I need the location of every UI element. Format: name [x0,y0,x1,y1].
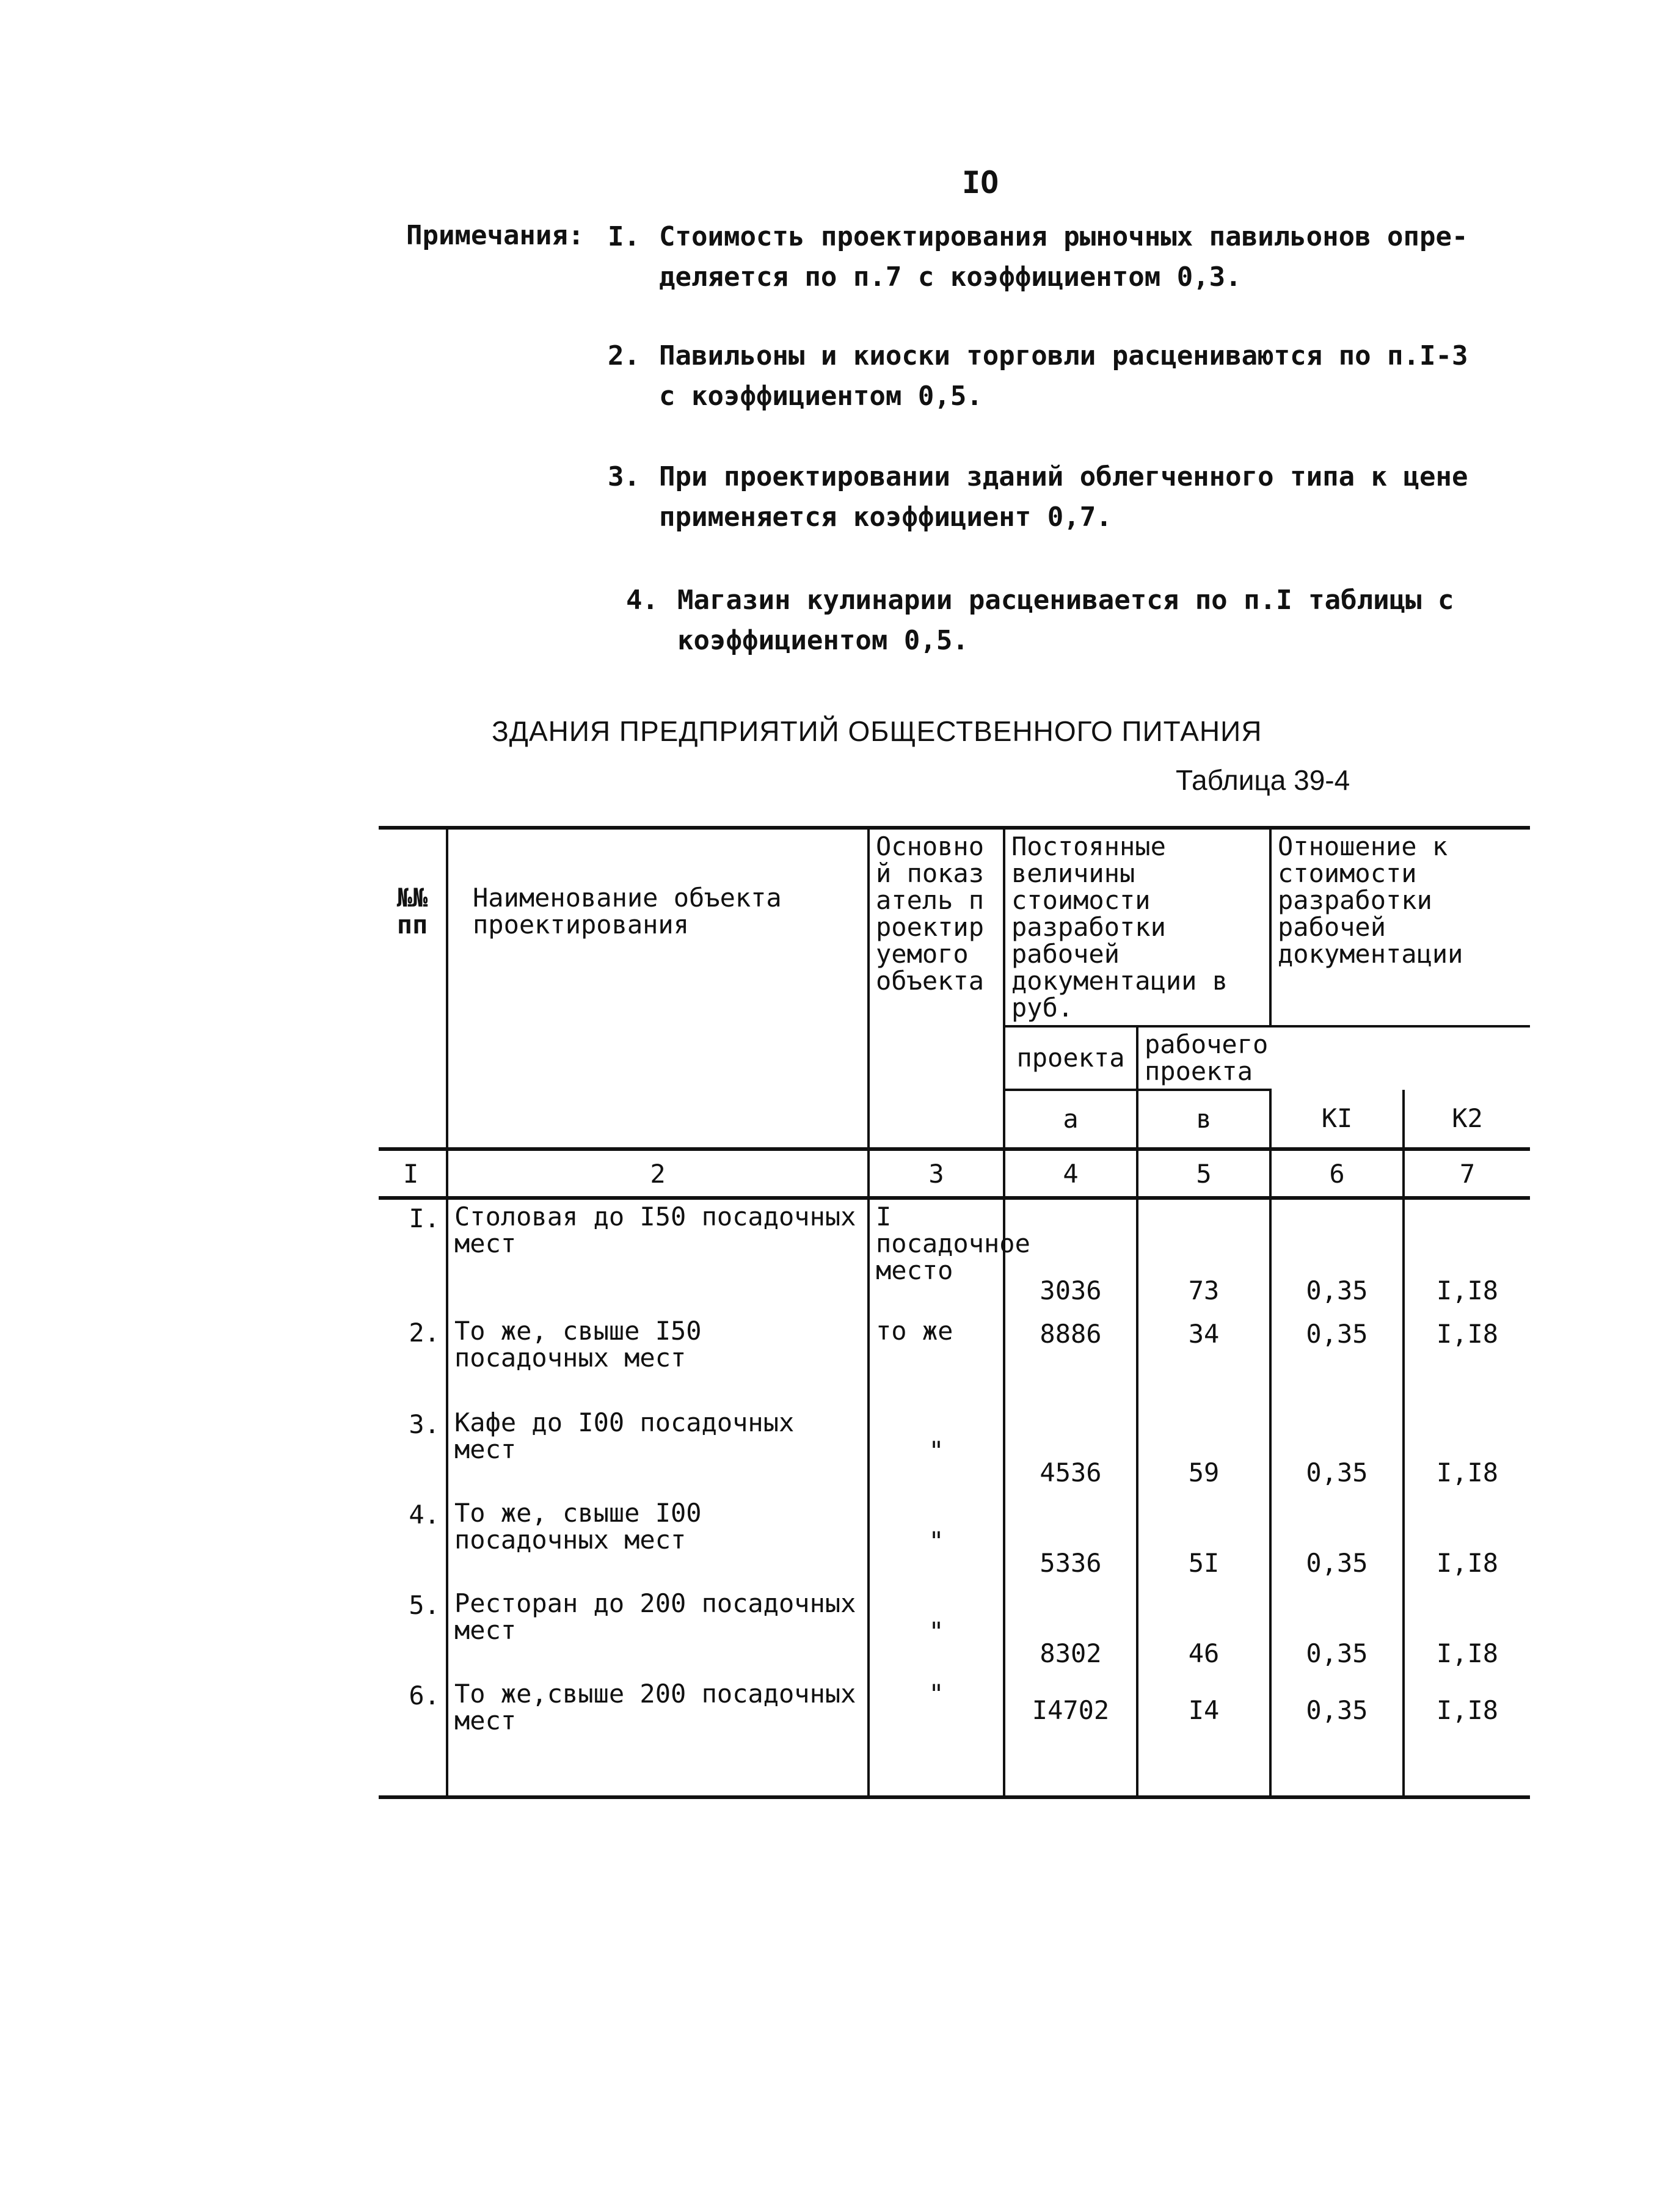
value-a: I4702 [1004,1677,1137,1797]
base-indicator: " [869,1406,1004,1496]
column-number: 5 [1137,1149,1270,1198]
table-row [379,1406,1530,1496]
column-number: 7 [1404,1149,1530,1198]
value-k1: 0,35 [1270,1314,1404,1406]
value-a: 5336 [1004,1496,1137,1586]
column-number: 3 [869,1149,1004,1198]
column-number: 2 [447,1149,869,1198]
note-number: 4. [626,585,658,616]
note-text-line2: коэффициентом 0,5. [677,625,969,656]
note-number: I. [608,221,640,252]
section-title: ЗДАНИЯ ПРЕДПРИЯТИЙ ОБЩЕСТВЕННОГО ПИТАНИЯ [492,715,1262,747]
header-num: №№ пп [379,828,447,1149]
base-indicator: " [869,1677,1004,1797]
header-working-project: рабочего проекта [1137,1026,1270,1090]
value-b: 59 [1137,1406,1270,1496]
note-number: 2. [608,340,640,371]
row-number: 5. [379,1586,447,1677]
value-k2: I,I8 [1404,1314,1530,1406]
object-name: То же, свыше I50 посадочных мест [447,1314,869,1406]
note-text-line2: с коэффициентом 0,5. [659,381,983,412]
base-indicator: то же [869,1314,1004,1406]
value-k2: I,I8 [1404,1586,1530,1677]
base-indicator: " [869,1496,1004,1586]
row-number: 6. [379,1677,447,1797]
value-k2: I,I8 [1404,1677,1530,1797]
table-row [379,1314,1530,1406]
note-text-line2: деляется по п.7 с коэффициентом 0,3. [659,261,1242,293]
note-number: 3. [608,461,640,492]
note-text-line1: Павильоны и киоски торговли расцениваются по п.I-3 [659,340,1468,371]
note-text-line1: Магазин кулинарии расценивается по п.I таблицы с [677,585,1454,616]
row-number: 2. [379,1314,447,1406]
note-item [626,580,1454,661]
value-a: 3036 [1004,1198,1137,1314]
value-a: 8886 [1004,1314,1137,1406]
note-text-line1: При проектировании зданий облегченного типа к цене [659,461,1468,492]
table-row [379,1586,1530,1677]
notes-label: Примечания: [406,220,585,251]
value-k1: 0,35 [1270,1496,1404,1586]
column-number: 6 [1270,1149,1404,1198]
value-k1: 0,35 [1270,1677,1404,1797]
object-name: То же, свыше I00 посадочных мест [447,1496,869,1586]
note-text-line1: Стоимость проектирования рыночных павильонов опре- [659,221,1468,252]
note-item [608,336,1468,417]
table-row [379,1496,1530,1586]
table-caption: Таблица 39-4 [1176,764,1350,796]
header-constants: Постоянные величины стоимости разработки рабочей документации в руб. [1004,828,1270,1026]
note-item [608,217,1468,297]
header-name: Наименование объекта проектирования [447,828,869,1149]
page-number: IO [962,165,999,200]
header-k2: К2 [1404,1090,1530,1149]
value-b: I4 [1137,1677,1270,1797]
value-b: 5I [1137,1496,1270,1586]
value-k1: 0,35 [1270,1586,1404,1677]
value-k2: I,I8 [1404,1496,1530,1586]
value-k1: 0,35 [1270,1198,1404,1314]
notes-block [0,0,1679,703]
column-number: 4 [1004,1149,1137,1198]
object-name: То же,свыше 200 посадочных мест [447,1677,869,1797]
value-a: 8302 [1004,1586,1137,1677]
column-numbers-row [379,1149,1530,1198]
object-name: Ресторан до 200 посадочных мест [447,1586,869,1677]
note-text-line2: применяется коэффициент 0,7. [659,502,1112,533]
header-a: а [1004,1090,1137,1149]
header-indicator: Основной показатель проектируемого объекта [869,828,1004,1149]
base-indicator: I посадочное место [869,1198,1004,1314]
value-b: 73 [1137,1198,1270,1314]
column-number: I [379,1149,447,1198]
value-k1: 0,35 [1270,1406,1404,1496]
base-indicator: " [869,1586,1004,1677]
table-row [379,1198,1530,1314]
object-name: Кафе до I00 посадочных мест [447,1406,869,1496]
value-b: 34 [1137,1314,1270,1406]
row-number: I. [379,1198,447,1314]
object-name: Столовая до I50 посадочных мест [447,1198,869,1314]
header-b: в [1137,1090,1270,1149]
price-table [379,826,1530,1799]
note-item [608,457,1468,538]
header-project: проекта [1004,1026,1137,1090]
value-a: 4536 [1004,1406,1137,1496]
header-ratio: Отношение к стоимости разработки рабочей документации [1270,828,1530,1026]
row-number: 4. [379,1496,447,1586]
value-k2: I,I8 [1404,1198,1530,1314]
table-row [379,1677,1530,1797]
value-b: 46 [1137,1586,1270,1677]
row-number: 3. [379,1406,447,1496]
value-k2: I,I8 [1404,1406,1530,1496]
header-k1: КI [1270,1090,1404,1149]
